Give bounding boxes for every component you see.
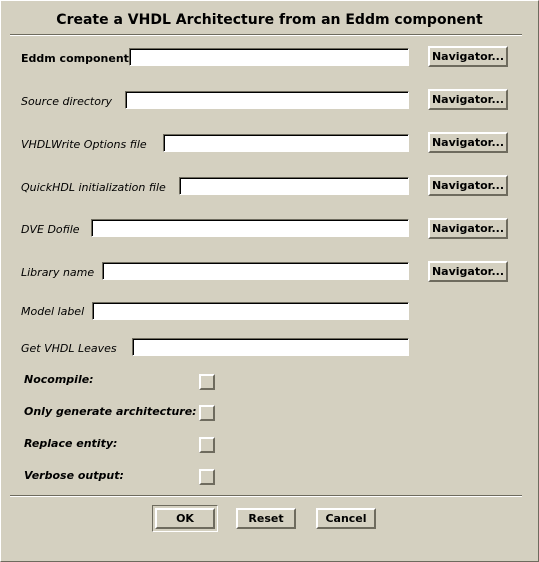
nocompile-checkbox[interactable] <box>199 374 215 390</box>
source-directory-label: Source directory <box>21 95 112 108</box>
eddm-component-navigator-button[interactable]: Navigator... <box>428 46 508 67</box>
quickhdl-init-field[interactable] <box>179 177 409 195</box>
eddm-component-label: Eddm component <box>21 52 129 65</box>
title-separator <box>10 34 522 36</box>
get-vhdl-leaves-label: Get VHDL Leaves <box>21 342 117 355</box>
vhdlwrite-options-field[interactable] <box>163 134 409 152</box>
get-vhdl-leaves-field[interactable] <box>132 338 409 356</box>
dve-dofile-field[interactable] <box>91 219 409 237</box>
button-separator <box>10 495 522 497</box>
eddm-component-input[interactable] <box>130 49 408 65</box>
cancel-button[interactable]: Cancel <box>316 508 376 529</box>
library-name-field[interactable] <box>102 262 409 280</box>
dve-dofile-label: DVE Dofile <box>21 223 80 236</box>
quickhdl-init-input[interactable] <box>180 178 408 194</box>
source-directory-input[interactable] <box>126 92 408 108</box>
eddm-component-field[interactable] <box>129 48 409 66</box>
verbose-output-label: Verbose output: <box>24 469 124 482</box>
model-label-label: Model label <box>21 305 85 318</box>
dialog-title: Create a VHDL Architecture from an Eddm component <box>56 12 483 28</box>
vhdlwrite-options-input[interactable] <box>164 135 408 151</box>
get-vhdl-leaves-input[interactable] <box>133 339 408 355</box>
library-name-label: Library name <box>21 266 95 279</box>
model-label-field[interactable] <box>92 302 409 320</box>
replace-entity-checkbox[interactable] <box>199 437 215 453</box>
reset-button[interactable]: Reset <box>236 508 296 529</box>
library-name-input[interactable] <box>103 263 408 279</box>
vhdlwrite-options-label: VHDLWrite Options file <box>21 138 147 151</box>
verbose-output-checkbox[interactable] <box>199 469 215 485</box>
replace-entity-label: Replace entity: <box>24 437 118 450</box>
library-name-navigator-button[interactable]: Navigator... <box>428 261 508 282</box>
dve-dofile-navigator-button[interactable]: Navigator... <box>428 218 508 239</box>
dve-dofile-input[interactable] <box>92 220 408 236</box>
quickhdl-init-navigator-button[interactable]: Navigator... <box>428 175 508 196</box>
source-directory-navigator-button[interactable]: Navigator... <box>428 89 508 110</box>
source-directory-field[interactable] <box>125 91 409 109</box>
model-label-input[interactable] <box>93 303 408 319</box>
nocompile-label: Nocompile: <box>24 373 94 386</box>
vhdlwrite-options-navigator-button[interactable]: Navigator... <box>428 132 508 153</box>
quickhdl-init-label: QuickHDL initialization file <box>21 181 166 194</box>
only-generate-architecture-label: Only generate architecture: <box>24 405 197 418</box>
only-generate-architecture-checkbox[interactable] <box>199 405 215 421</box>
ok-button[interactable]: OK <box>155 508 215 529</box>
